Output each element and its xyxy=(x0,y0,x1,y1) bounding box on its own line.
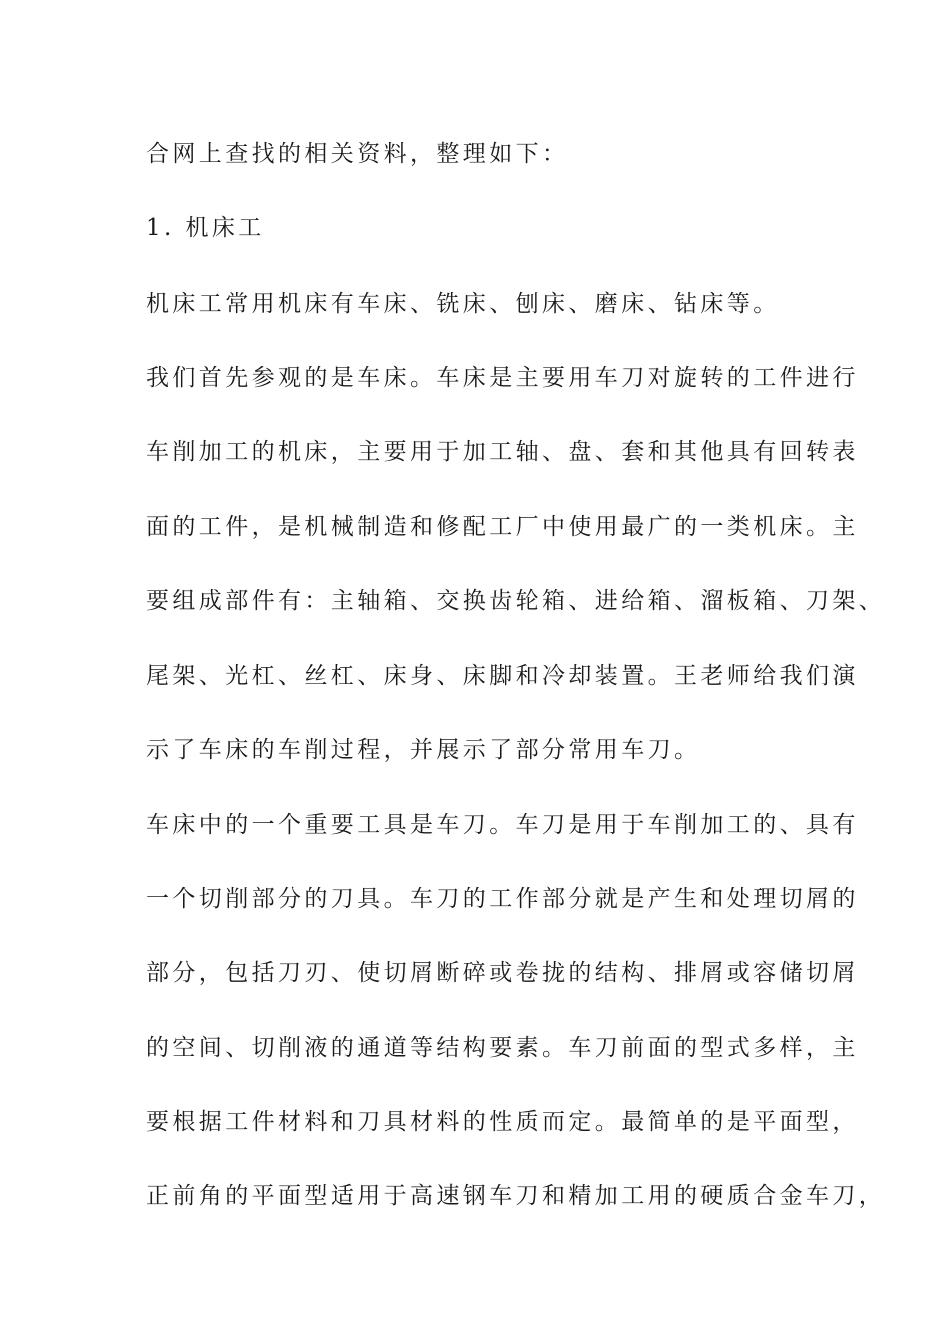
text-line-8: 尾架、光杠、丝杠、床身、床脚和冷却装置。王老师给我们演 xyxy=(146,663,859,689)
text-line-11: 一个切削部分的刀具。车刀的工作部分就是产生和处理切屑的 xyxy=(146,886,859,912)
text-line-4: 我们首先参观的是车床。车床是主要用车刀对旋转的工件进行 xyxy=(146,365,859,391)
section-heading: 1. 机床工 xyxy=(146,215,265,241)
text-line-6: 面的工件，是机械制造和修配工厂中使用最广的一类机床。主 xyxy=(146,514,859,540)
text-line-5: 车削加工的机床，主要用于加工轴、盘、套和其他具有回转表 xyxy=(146,439,859,465)
text-line-13: 的空间、切削液的通道等结构要素。车刀前面的型式多样，主 xyxy=(146,1035,859,1061)
text-line-12: 部分，包括刀刃、使切屑断碎或卷拢的结构、排屑或容储切屑 xyxy=(146,960,859,986)
text-line-7: 要组成部件有：主轴箱、交换齿轮箱、进给箱、溜板箱、刀架、 xyxy=(146,588,886,614)
text-line-3: 机床工常用机床有车床、铣床、刨床、磨床、钻床等。 xyxy=(146,291,780,317)
text-line-14: 要根据工件材料和刀具材料的性质而定。最简单的是平面型， xyxy=(146,1109,859,1135)
text-line-9: 示了车床的车削过程，并展示了部分常用车刀。 xyxy=(146,737,701,763)
text-line-1: 合网上查找的相关资料，整理如下： xyxy=(146,141,569,167)
text-line-15: 正前角的平面型适用于高速钢车刀和精加工用的硬质合金车刀， xyxy=(146,1183,886,1209)
text-line-10: 车床中的一个重要工具是车刀。车刀是用于车削加工的、具有 xyxy=(146,812,859,838)
